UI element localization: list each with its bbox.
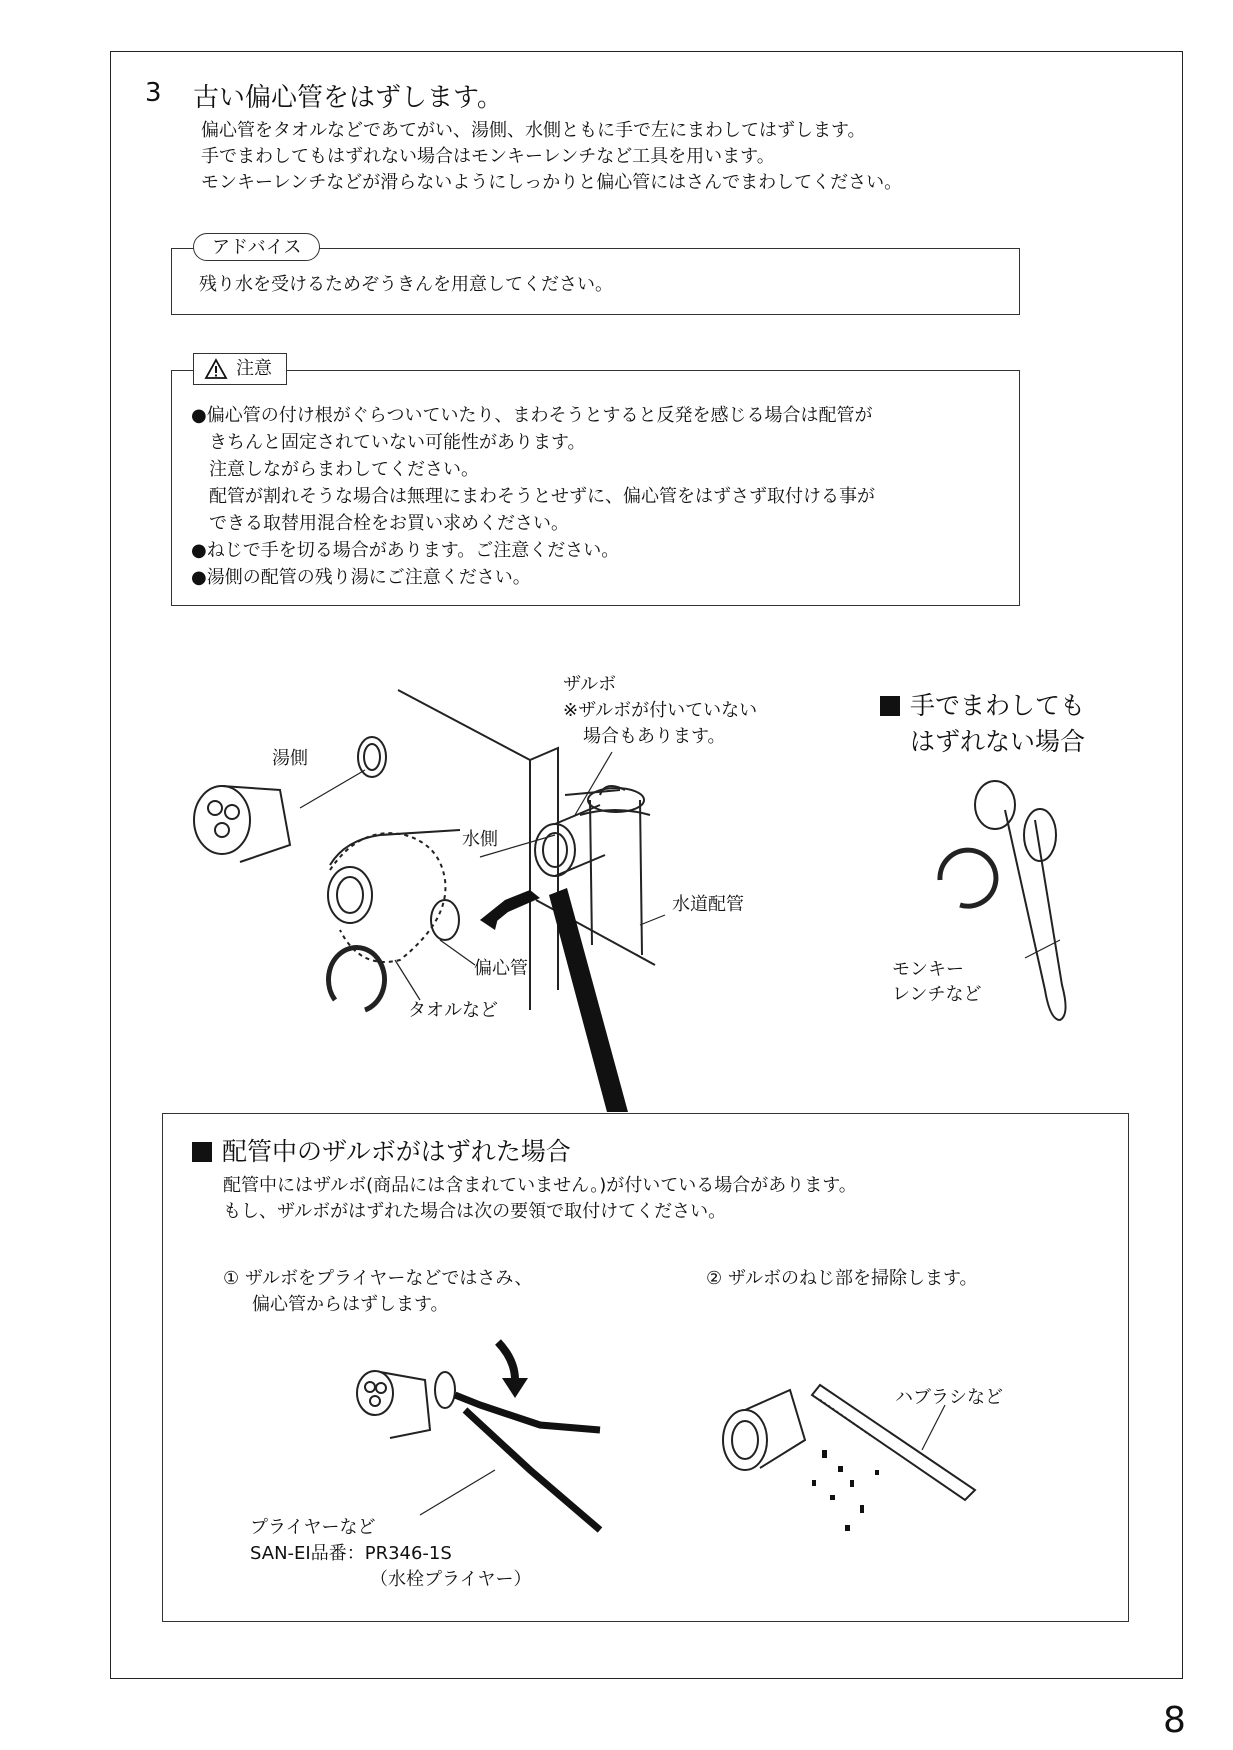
- caution-line: ●ねじで手を切る場合があります。ご注意ください。: [191, 540, 620, 561]
- step-title: 古い偏心管をはずします。: [193, 83, 503, 113]
- instruction-line: 偏心管をタオルなどであてがい、湯側、水側ともに手で左にまわしてはずします。: [201, 120, 866, 141]
- wrench-heading-line-1: 手でまわしても: [910, 691, 1086, 720]
- strainer-note-1: ※ザルボが付いていない: [563, 700, 758, 721]
- strainer-note-2: 場合もあります。: [583, 726, 726, 747]
- caution-line: ●偏心管の付け根がぐらついていたり、まわそうとすると反発を感じる場合は配管が: [191, 405, 873, 426]
- towel-label: タオルなど: [408, 1000, 498, 1021]
- caution-line: ●湯側の配管の残り湯にご注意ください。: [191, 567, 531, 588]
- hot-side-label: 湯側: [272, 748, 308, 769]
- strainer-label: ザルボ: [563, 674, 617, 695]
- caution-line: できる取替用混合栓をお買い求めください。: [191, 513, 569, 534]
- caution-line: 注意しながらまわしてください。: [191, 459, 479, 480]
- step2-text: ② ザルボのねじ部を掃除します。: [706, 1268, 978, 1289]
- caution-line: きちんと固定されていない可能性があります。: [191, 432, 586, 453]
- pliers-label-1: プライヤーなど: [250, 1517, 376, 1538]
- brush-label: ハブラシなど: [895, 1387, 1003, 1408]
- instruction-line: 手でまわしてもはずれない場合はモンキーレンチなど工具を用います。: [201, 146, 775, 167]
- strainer-intro-line: 配管中にはザルボ(商品には含まれていません。)が付いている場合があります。: [223, 1175, 857, 1196]
- caution-line: 配管が割れそうな場合は無理にまわそうとせずに、偏心管をはずさず取付ける事が: [191, 486, 875, 507]
- advice-text: 残り水を受けるためぞうきんを用意してください。: [199, 274, 613, 295]
- caution-tab-label: 注意: [236, 358, 272, 379]
- pliers-label-3: （水栓プライヤー）: [370, 1569, 532, 1590]
- strainer-heading-text: 配管中のザルボがはずれた場合: [222, 1137, 571, 1166]
- pliers-label-2: SAN-EI品番：PR346-1S: [250, 1543, 452, 1564]
- step1-line2: 偏心管からはずします。: [252, 1294, 449, 1315]
- instruction-line: モンキーレンチなどが滑らないようにしっかりと偏心管にはさんでまわしてください。: [201, 172, 903, 193]
- eccentric-pipe-label: 偏心管: [474, 958, 528, 979]
- step-number: 3: [145, 78, 162, 108]
- water-pipe-label: 水道配管: [672, 894, 744, 915]
- wrench-label-1: モンキー: [892, 959, 964, 980]
- strainer-intro-line: もし、ザルボがはずれた場合は次の要領で取付けてください。: [223, 1201, 727, 1222]
- wrench-heading-line-2: はずれない場合: [910, 727, 1086, 756]
- wrench-label-2: レンチなど: [892, 984, 982, 1005]
- water-side-label: 水側: [462, 829, 498, 850]
- page-number: 8: [1163, 1700, 1186, 1741]
- advice-tab: アドバイス: [193, 233, 320, 261]
- step1-line1: ① ザルボをプライヤーなどではさみ、: [223, 1268, 533, 1289]
